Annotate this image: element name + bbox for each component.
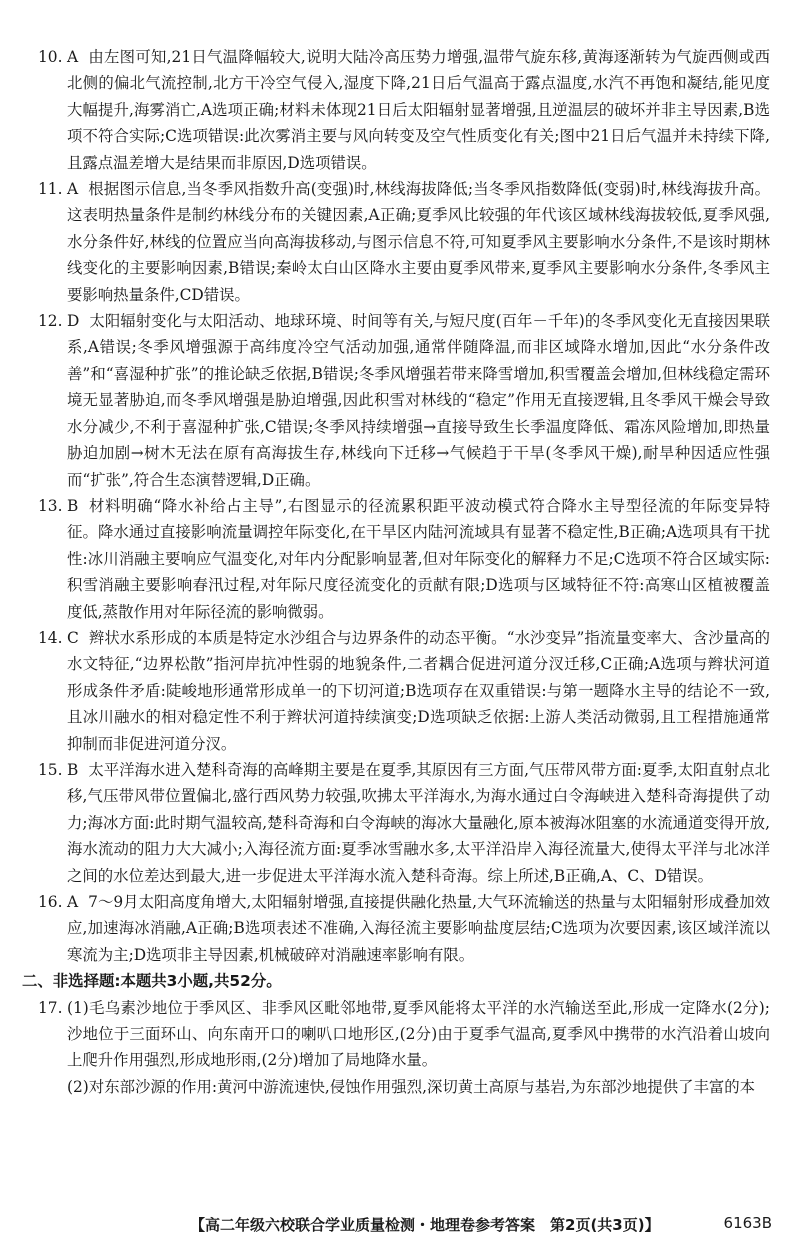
section-heading: 二、非选择题:本题共3小题,共52分。 (22, 972, 282, 991)
answer-letter: A (67, 48, 79, 66)
footer-code: 6163B (723, 1214, 772, 1232)
explanation-text-part1: (1)毛乌素沙地位于季风区、非季风区毗邻地带,夏季风能将太平洋的水汽输送至此,形成一定降水(2分);沙地位于三面环山、向东南开口的喇叭口地形区,(2分)由于夏季气温高,夏季风中携带的水汽沿着山坡向上爬升作用强烈,形成地形雨,(2分)增加了局地降水量。 (67, 998, 770, 1070)
question-number: 10. (38, 48, 63, 66)
answer-item-11 (38, 176, 770, 308)
answer-letter: C (67, 628, 79, 647)
explanation-text: 太阳辐射变化与太阳活动、地球环境、时间等有关,与短尺度(百年－千年)的冬季风变化无直接因果联系,A错误;冬季风增强源于高纬度冷空气活动加强,通常伴随降温,而非区域降水增加,因此“水分条件改善”和“喜湿种扩张”的推论缺乏依据,B错误;冬季风增强若带来降雪增加,积雪覆盖会增加,但林线稳定需环境无显著胁迫,而冬季风增强是胁迫增强,因此积雪对林线的“稳定”作用无直接逻辑,且冬季风干燥会导致水分减少,不利于喜湿种扩张,C错误;冬季风持续增强→直接导致生长季温度降低、霜冻风险增加,即热量胁迫加剧→树木无法在原有高海拔生存,林线向下迁移→气候趋于干旱(冬季风干燥),耐旱种因适应性强而“扩张”,符合生态演替逻辑,D正确。 (67, 312, 770, 489)
answer-page (0, 44, 800, 1100)
explanation-text: 7～9月太阳高度角增大,太阳辐射增强,直接提供融化热量,大气环流输送的热量与太阳辐射形成叠加效应,加速海冰消融,A正确;B选项表述不准确,入海径流主要影响盐度层结;C选项为次要因素,该区域洋流以寒流为主;D选项非主导因素,机械破碎对消融速率影响有限。 (67, 893, 770, 964)
page-footer (0, 1214, 800, 1238)
question-number: 17. (38, 998, 63, 1017)
answer-letter: D (67, 312, 80, 331)
answer-letter: B (67, 496, 79, 515)
answer-item-16 (38, 889, 770, 968)
answer-item-17 (38, 995, 770, 1074)
answer-letter: B (67, 760, 79, 779)
question-number: 13. (38, 496, 63, 515)
question-number: 16. (38, 893, 63, 911)
explanation-text: 材料明确“降水补给占主导”,右图显示的径流累积距平波动模式符合降水主导型径流的年际变异特征。降水通过直接影响流量调控年际变化,在干旱区内陆河流域具有显著不稳定性,B正确;A选项具有干扰性:冰川消融主要响应气温变化,对年内分配影响显著,但对年际变化的解释力不足;C选项不符合区域实际:积雪消融主要影响春汛过程,对年际尺度径流变化的贡献有限;D选项与区域特征不符:高寒山区植被覆盖度低,蒸散作用对年际径流的影响微弱。 (67, 496, 770, 621)
question-number: 11. (38, 180, 63, 199)
answer-item-14 (38, 625, 770, 757)
answer-item-12 (38, 308, 770, 493)
explanation-text: 根据图示信息,当冬季风指数升高(变强)时,林线海拔降低;当冬季风指数降低(变弱)时,林线海拔升高。这表明热量条件是制约林线分布的关键因素,A正确;夏季风比较强的年代该区域林线海拔较低,夏季风强,水分条件好,林线的位置应当向高海拔移动,与图示信息不符,可知夏季风主要影响水分条件,不是该时期林线变化的主要影响因素,B错误;秦岭太白山区降水主要由夏季风带来,夏季风主要影响水分条件,冬季风主要影响热量条件,CD错误。 (67, 180, 770, 304)
explanation-text: 由左图可知,21日气温降幅较大,说明大陆冷高压势力增强,温带气旋东移,黄海逐渐转为气旋西侧或西北侧的偏北气流控制,北方干冷空气侵入,湿度下降,21日后气温高于露点温度,水汽不再饱和凝结,能见度大幅提升,海雾消亡,A选项正确;材料未体现21日后太阳辐射显著增强,且逆温层的破坏并非主导因素,B选项不符合实际;C选项错误:此次雾消主要与风向转变及空气性质变化有关;图中21日后气温并未持续下降,且露点温差增大是结果而非原因,D选项错误。 (67, 48, 770, 172)
answer-item-17-part2: (2)对东部沙源的作用:黄河中游流速快,侵蚀作用强烈,深切黄土高原与基岩,为东部沙地提供了丰富的本 (67, 1077, 756, 1096)
answer-letter: A (67, 893, 79, 911)
answer-letter: A (67, 180, 79, 199)
question-number: 14. (38, 628, 63, 647)
footer-title: 【高二年级六校联合学业质量检测・地理卷参考答案 第2页(共3页)】 (190, 1216, 660, 1234)
answer-item-10 (38, 44, 770, 176)
explanation-text: 太平洋海水进入楚科奇海的高峰期主要是在夏季,其原因有三方面,气压带风带方面:夏季,太阳直射点北移,气压带风带位置偏北,盛行西风势力较强,吹拂太平洋海水,为海水通过白令海峡进入楚科奇海提供了动力;海冰方面:此时期气温较高,楚科奇海和白令海峡的海冰大量融化,原本被海冰阻塞的水流通道变得开放,海水流动的阻力大大减小;入海径流方面:夏季冰雪融水多,太平洋沿岸入海径流量大,使得太平洋与北冰洋之间的水位差达到最大,进一步促进太平洋海水流入楚科奇海。综上所述,B正确,A、C、D错误。 (67, 760, 770, 885)
explanation-text: 辫状水系形成的本质是特定水沙组合与边界条件的动态平衡。“水沙变异”指流量变率大、含沙量高的水文特征,“边界松散”指河岸抗冲性弱的地貌条件,二者耦合促进河道分汊迁移,C正确;A选项与辫状河道形成条件矛盾:陡峻地形通常形成单一的下切河道;B选项存在双重错误:与第一题降水主导的结论不一致,且冰川融水的相对稳定性不利于辫状河道持续演变;D选项缺乏依据:上游人类活动微弱,且工程措施通常抑制而非促进河道分汊。 (67, 628, 770, 753)
question-number: 12. (38, 312, 63, 331)
answer-item-15 (38, 757, 770, 889)
answer-item-13 (38, 493, 770, 625)
question-number: 15. (38, 760, 63, 779)
